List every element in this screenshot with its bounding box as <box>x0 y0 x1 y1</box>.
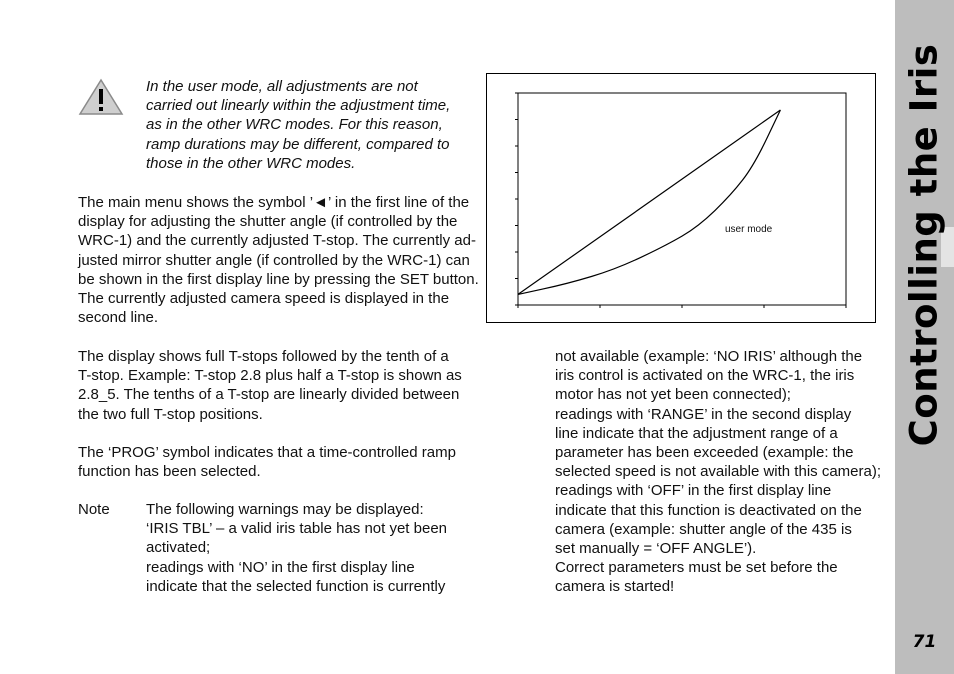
note-line: The following warnings may be displayed: <box>146 501 424 518</box>
user-mode-warning-text <box>146 77 476 173</box>
prog-symbol-paragraph <box>78 443 472 481</box>
paragraph-line: The ‘PROG’ symbol indicates that a time-controlled ramp <box>78 444 456 461</box>
t-stop-paragraph <box>78 347 472 424</box>
paragraph-line: display for adjusting the shutter angle (if controlled by the <box>78 213 458 231</box>
column-line: camera (example: shutter angle of the 435 is <box>555 520 852 538</box>
paragraph-line: The main menu shows the symbol ’◄’ in the first line of the <box>78 194 470 211</box>
paragraph-line: 2.8_5. The tenths of a T-stop are linearly divided between <box>78 386 460 404</box>
paragraph-line: The currently adjusted camera speed is displayed in the <box>78 290 450 308</box>
linear-ramp-line <box>518 110 780 294</box>
paragraph-line: the two full T-stop positions. <box>78 405 263 423</box>
warning-line: those in the other WRC modes. <box>146 154 356 172</box>
column-line: Correct parameters must be set before the <box>555 559 838 577</box>
note-line: ‘IRIS TBL’ – a valid iris table has not yet been <box>146 520 448 538</box>
column-line: motor has not yet been connected); <box>555 386 791 404</box>
paragraph-line: justed mirror shutter angle (if controlled by the WRC-1) can <box>78 251 470 269</box>
column-line: not available (example: ‘NO IRIS’ although the <box>555 348 863 365</box>
main-menu-paragraph <box>78 193 479 327</box>
note-label: Note <box>78 501 110 518</box>
chapter-title: Controlling the Iris <box>902 43 946 447</box>
column-line: selected speed is not available with this camera); <box>555 463 882 481</box>
column-line: readings with ‘OFF’ in the first display line <box>555 482 832 500</box>
column-line: parameter has been exceeded (example: the <box>555 444 854 462</box>
note-line: activated; <box>146 539 211 557</box>
warnings-continued-column <box>555 347 885 597</box>
user-mode-ramp-chart <box>486 73 876 323</box>
paragraph-line: WRC-1) and the currently adjusted T-stop. The currently ad- <box>78 232 476 250</box>
paragraph-line: second line. <box>78 309 159 327</box>
note-line: indicate that the selected function is currently <box>146 577 446 595</box>
column-line: indicate that this function is deactivated on the <box>555 501 862 519</box>
paragraph-line: T-stop. Example: T-stop 2.8 plus half a T-stop is shown as <box>78 367 462 385</box>
paragraph-line: function has been selected. <box>78 463 261 481</box>
chart-annotation-user-mode: user mode <box>725 224 773 235</box>
column-line: camera is started! <box>555 578 675 596</box>
paragraph-line: The display shows full T-stops followed by the tenth of a <box>78 348 449 365</box>
page-number: 71 <box>912 632 937 652</box>
column-line: iris control is activated on the WRC-1, the iris <box>555 367 855 385</box>
warning-icon <box>78 78 124 116</box>
note-line: readings with ‘NO’ in the first display line <box>146 558 415 576</box>
column-line: line indicate that the adjustment range of a <box>555 424 838 442</box>
warning-line: In the user mode, all adjustments are not <box>146 78 418 95</box>
paragraph-line: be shown in the first display line by pressing the SET button. <box>78 270 479 288</box>
warning-line: carried out linearly within the adjustment time, <box>146 97 451 115</box>
column-line: readings with ‘RANGE’ in the second display <box>555 405 852 423</box>
column-line: set manually = ‘OFF ANGLE’). <box>555 540 757 558</box>
warning-line: ramp durations may be different, compared to <box>146 135 450 153</box>
warning-line: as in the other WRC modes. For this reason, <box>146 116 443 134</box>
note-body <box>146 500 476 596</box>
plot-area <box>518 93 846 305</box>
chapter-sidebar <box>895 0 954 674</box>
